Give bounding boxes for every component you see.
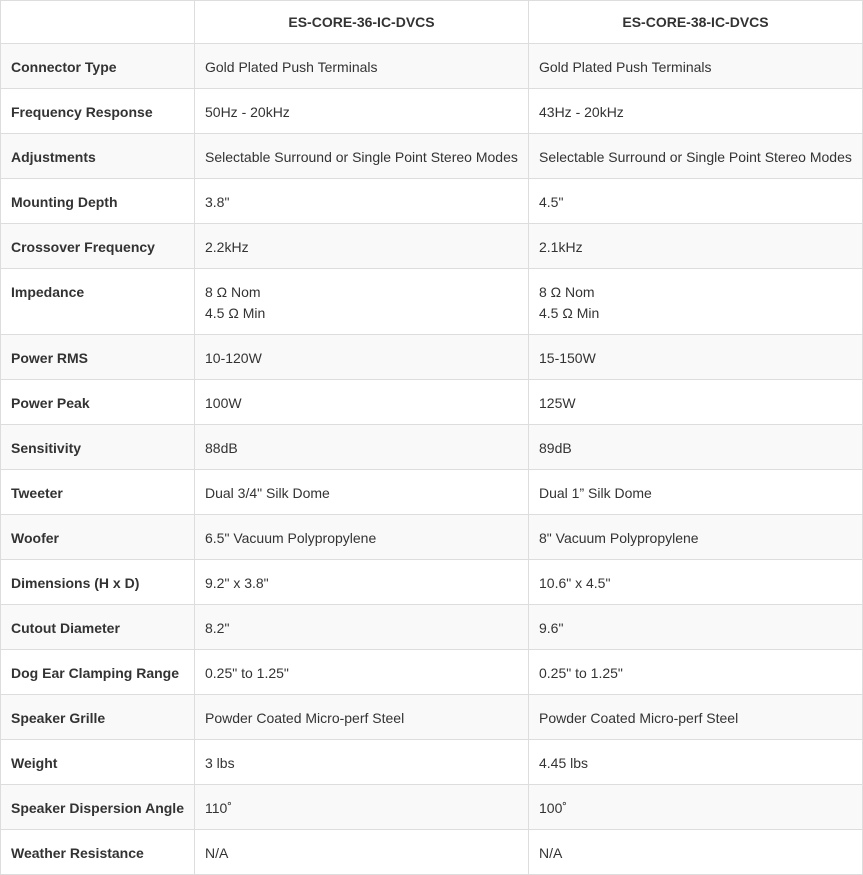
spec-value-line: 6.5" Vacuum Polypropylene xyxy=(205,530,377,546)
spec-value-model-1 xyxy=(195,269,529,335)
table-row xyxy=(1,380,863,425)
spec-label: Power RMS xyxy=(1,335,195,380)
spec-value-line: 8 Ω Nom xyxy=(205,284,261,300)
spec-value-model-2 xyxy=(529,785,863,830)
spec-value-line: 88dB xyxy=(205,440,238,456)
spec-value-model-1 xyxy=(195,740,529,785)
spec-value-line: 4.5" xyxy=(539,194,564,210)
spec-value-model-1 xyxy=(195,830,529,875)
spec-value-line: 0.25" to 1.25" xyxy=(205,665,289,681)
spec-value-line: 3.8" xyxy=(205,194,230,210)
spec-label: Weather Resistance xyxy=(1,830,195,875)
spec-label: Speaker Dispersion Angle xyxy=(1,785,195,830)
spec-value-line: Gold Plated Push Terminals xyxy=(539,59,712,75)
spec-label: Weight xyxy=(1,740,195,785)
spec-label: Dog Ear Clamping Range xyxy=(1,650,195,695)
spec-value-line: N/A xyxy=(205,845,229,861)
table-row xyxy=(1,89,863,134)
spec-value-line: 89dB xyxy=(539,440,572,456)
table-row xyxy=(1,470,863,515)
spec-value-model-1 xyxy=(195,224,529,269)
spec-label: Tweeter xyxy=(1,470,195,515)
spec-value-line: 2.2kHz xyxy=(205,239,249,255)
spec-value-model-2 xyxy=(529,134,863,179)
spec-label: Adjustments xyxy=(1,134,195,179)
spec-value-line: 10-120W xyxy=(205,350,262,366)
spec-value-line: 100W xyxy=(205,395,242,411)
header-model-1: ES-CORE-36-IC-DVCS xyxy=(195,1,529,44)
spec-value-model-2 xyxy=(529,740,863,785)
table-body xyxy=(1,44,863,875)
spec-label: Speaker Grille xyxy=(1,695,195,740)
table-row xyxy=(1,224,863,269)
spec-value-model-2 xyxy=(529,179,863,224)
spec-value-model-2 xyxy=(529,560,863,605)
spec-value-model-2 xyxy=(529,89,863,134)
spec-label: Woofer xyxy=(1,515,195,560)
spec-value-model-1 xyxy=(195,44,529,89)
spec-value-line: 15-150W xyxy=(539,350,596,366)
spec-value-model-2 xyxy=(529,830,863,875)
spec-label: Crossover Frequency xyxy=(1,224,195,269)
spec-value-model-2 xyxy=(529,470,863,515)
spec-label: Cutout Diameter xyxy=(1,605,195,650)
spec-label: Frequency Response xyxy=(1,89,195,134)
table-row xyxy=(1,695,863,740)
table-row xyxy=(1,830,863,875)
spec-value-line: 110˚ xyxy=(205,800,232,816)
spec-label: Connector Type xyxy=(1,44,195,89)
spec-value-model-2 xyxy=(529,650,863,695)
table-row xyxy=(1,740,863,785)
spec-value-model-1 xyxy=(195,605,529,650)
spec-value-model-2 xyxy=(529,605,863,650)
spec-value-line: 8 Ω Nom xyxy=(539,284,595,300)
spec-value-model-1 xyxy=(195,650,529,695)
table-row xyxy=(1,605,863,650)
spec-value-model-2 xyxy=(529,224,863,269)
spec-value-model-1 xyxy=(195,560,529,605)
spec-value-model-1 xyxy=(195,695,529,740)
spec-value-model-1 xyxy=(195,470,529,515)
spec-value-line: 9.2" x 3.8" xyxy=(205,575,269,591)
spec-label: Sensitivity xyxy=(1,425,195,470)
table-row xyxy=(1,650,863,695)
header-row xyxy=(1,1,863,44)
table-row xyxy=(1,335,863,380)
spec-value-line: Dual 1” Silk Dome xyxy=(539,485,652,501)
spec-label: Dimensions (H x D) xyxy=(1,560,195,605)
spec-value-line: 8" Vacuum Polypropylene xyxy=(539,530,699,546)
spec-value-model-2 xyxy=(529,380,863,425)
spec-value-line: 8.2" xyxy=(205,620,230,636)
spec-label: Impedance xyxy=(1,269,195,335)
header-model-2: ES-CORE-38-IC-DVCS xyxy=(529,1,863,44)
spec-value-model-1 xyxy=(195,134,529,179)
spec-value-line: 10.6" x 4.5" xyxy=(539,575,611,591)
spec-value-line: N/A xyxy=(539,845,563,861)
spec-value-line: 50Hz - 20kHz xyxy=(205,104,290,120)
spec-value-line: 0.25" to 1.25" xyxy=(539,665,623,681)
spec-value-model-2 xyxy=(529,335,863,380)
spec-value-line: 4.5 Ω Min xyxy=(205,305,266,321)
table-row xyxy=(1,179,863,224)
spec-value-model-2 xyxy=(529,425,863,470)
spec-value-model-2 xyxy=(529,269,863,335)
table-row xyxy=(1,44,863,89)
table-row xyxy=(1,785,863,830)
spec-value-model-2 xyxy=(529,44,863,89)
spec-value-line: 4.5 Ω Min xyxy=(539,305,600,321)
spec-value-line: Powder Coated Micro-perf Steel xyxy=(539,710,739,726)
spec-value-line: 100˚ xyxy=(539,800,568,816)
spec-value-line: 43Hz - 20kHz xyxy=(539,104,624,120)
spec-value-line: Selectable Surround or Single Point Stereo Modes xyxy=(539,149,852,165)
spec-value-model-1 xyxy=(195,380,529,425)
spec-label: Power Peak xyxy=(1,380,195,425)
spec-value-model-1 xyxy=(195,335,529,380)
table-row xyxy=(1,425,863,470)
spec-value-line: 125W xyxy=(539,395,576,411)
spec-value-model-1 xyxy=(195,425,529,470)
spec-value-model-2 xyxy=(529,695,863,740)
spec-value-line: 4.45 lbs xyxy=(539,755,589,771)
spec-value-model-1 xyxy=(195,89,529,134)
spec-value-line: Gold Plated Push Terminals xyxy=(205,59,378,75)
spec-label: Mounting Depth xyxy=(1,179,195,224)
table-row xyxy=(1,560,863,605)
spec-value-line: Selectable Surround or Single Point Stereo Modes xyxy=(205,149,518,165)
table-row xyxy=(1,134,863,179)
spec-value-line: Dual 3/4" Silk Dome xyxy=(205,485,330,501)
spec-value-line: 9.6" xyxy=(539,620,564,636)
spec-value-model-1 xyxy=(195,785,529,830)
table-header xyxy=(1,1,863,44)
spec-value-model-2 xyxy=(529,515,863,560)
table-row xyxy=(1,269,863,335)
table-row xyxy=(1,515,863,560)
spec-value-line: 3 lbs xyxy=(205,755,235,771)
spec-value-line: 2.1kHz xyxy=(539,239,583,255)
spec-value-model-1 xyxy=(195,179,529,224)
header-corner-cell xyxy=(1,1,195,44)
spec-value-model-1 xyxy=(195,515,529,560)
spec-value-line: Powder Coated Micro-perf Steel xyxy=(205,710,405,726)
